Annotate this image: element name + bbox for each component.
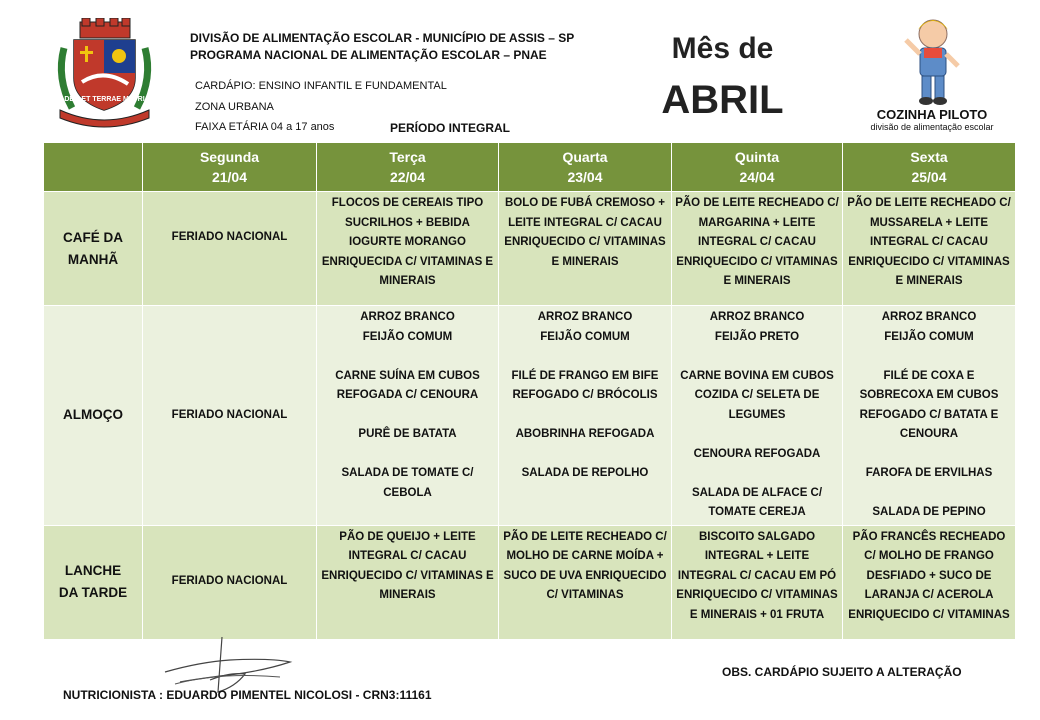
- header-line-2: PROGRAMA NACIONAL DE ALIMENTAÇÃO ESCOLAR – PNAE: [190, 48, 547, 62]
- faixa-etaria-label: FAIXA ETÁRIA 04 a 17 anos: [195, 121, 335, 133]
- meal-name: CAFÉ DA MANHÃ: [44, 192, 143, 306]
- day-date: 25/04: [911, 169, 947, 185]
- header-corner-cell: [44, 143, 143, 192]
- meal-name: ALMOÇO: [44, 306, 143, 526]
- menu-cell: FERIADO NACIONAL: [143, 306, 317, 526]
- day-date: 23/04: [567, 169, 603, 185]
- menu-cell: BOLO DE FUBÁ CREMOSO + LEITE INTEGRAL C/ CACAU ENRIQUECIDO C/ VITAMINAS E MINERAIS: [499, 192, 672, 306]
- zona-label: ZONA URBANA: [195, 101, 274, 113]
- column-header: [317, 143, 499, 192]
- menu-cell: FERIADO NACIONAL: [143, 192, 317, 306]
- day-name: Segunda: [199, 149, 260, 165]
- menu-cell: ARROZ BRANCO FEIJÃO PRETO CARNE BOVINA EM CUBOS COZIDA C/ SELETA DE LEGUMES CENOURA REFOGADA SALADA DE ALFACE C/ TOMATE CEREJA: [672, 306, 843, 526]
- day-name: Quarta: [562, 149, 608, 165]
- column-header: [843, 143, 1016, 192]
- table-row: [44, 192, 1016, 306]
- menu-cell: ARROZ BRANCO FEIJÃO COMUM FILÉ DE FRANGO EM BIFE REFOGADO C/ BRÓCOLIS ABOBRINHA REFOGADA SALADA DE REPOLHO: [499, 306, 672, 526]
- menu-cell: PÃO FRANCÊS RECHEADO C/ MOLHO DE FRANGO DESFIADO + SUCO DE LARANJA C/ ACEROLA ENRIQUECIDO C/ VITAMINAS: [843, 525, 1016, 639]
- logo-subtitle: divisão de alimentação escolar: [870, 122, 994, 132]
- day-name: Terça: [389, 149, 426, 165]
- header-line-1: DIVISÃO DE ALIMENTAÇÃO ESCOLAR - MUNICÍPIO DE ASSIS – SP: [190, 31, 575, 45]
- table-row: [44, 525, 1016, 639]
- column-header: [499, 143, 672, 192]
- cardapio-label: CARDÁPIO: ENSINO INFANTIL E FUNDAMENTAL: [195, 80, 447, 92]
- column-header: [143, 143, 317, 192]
- day-name: Quinta: [734, 149, 780, 165]
- menu-cell: FLOCOS DE CEREAIS TIPO SUCRILHOS + BEBIDA IOGURTE MORANGO ENRIQUECIDA C/ VITAMINAS E MINERAIS: [317, 192, 499, 306]
- table-row: [44, 306, 1016, 526]
- column-header: [672, 143, 843, 192]
- menu-cell: PÃO DE QUEIJO + LEITE INTEGRAL C/ CACAU ENRIQUECIDO C/ VITAMINAS E MINERAIS: [317, 525, 499, 639]
- logo-title: COZINHA PILOTO: [876, 107, 988, 122]
- menu-table: [43, 142, 1016, 640]
- cozinha-piloto-mascot-icon: [898, 14, 968, 106]
- menu-cell: PÃO DE LEITE RECHEADO C/ MARGARINA + LEITE INTEGRAL C/ CACAU ENRIQUECIDO C/ VITAMINAS E MINERAIS: [672, 192, 843, 306]
- menu-cell: BISCOITO SALGADO INTEGRAL + LEITE INTEGRAL C/ CACAU EM PÓ ENRIQUECIDO C/ VITAMINAS E MINERAIS + 01 FRUTA: [672, 525, 843, 639]
- menu-cell: PÃO DE LEITE RECHEADO C/ MUSSARELA + LEITE INTEGRAL C/ CACAU ENRIQUECIDO C/ VITAMINAS E MINERAIS: [843, 192, 1016, 306]
- nutritionist-signature-line: NUTRICIONISTA : EDUARDO PIMENTEL NICOLOSI - CRN3:11161: [63, 688, 432, 702]
- observation-note: OBS. CARDÁPIO SUJEITO A ALTERAÇÃO: [722, 665, 962, 679]
- meal-name: LANCHE DA TARDE: [44, 525, 143, 639]
- menu-cell: PÃO DE LEITE RECHEADO C/ MOLHO DE CARNE MOÍDA + SUCO DE UVA ENRIQUECIDO C/ VITAMINAS: [499, 525, 672, 639]
- crest-motto: DEO ET TERRAE MATRI: [64, 96, 145, 103]
- municipal-crest: [52, 18, 157, 128]
- month-title: ABRIL: [661, 78, 784, 122]
- day-date: 22/04: [389, 169, 426, 185]
- periodo-label: PERÍODO INTEGRAL: [390, 121, 511, 135]
- month-prefix: Mês de: [671, 32, 774, 65]
- menu-cell: FERIADO NACIONAL: [143, 525, 317, 639]
- day-name: Sexta: [910, 149, 948, 165]
- table-header-row: [44, 143, 1016, 192]
- menu-cell: ARROZ BRANCO FEIJÃO COMUM CARNE SUÍNA EM CUBOS REFOGADA C/ CENOURA PURÊ DE BATATA SALADA DE TOMATE C/ CEBOLA: [317, 306, 499, 526]
- menu-cell: ARROZ BRANCO FEIJÃO COMUM FILÉ DE COXA E SOBRECOXA EM CUBOS REFOGADO C/ BATATA E CENOURA FAROFA DE ERVILHAS SALADA DE PEPINO: [843, 306, 1016, 526]
- day-date: 21/04: [211, 169, 248, 185]
- day-date: 24/04: [739, 169, 775, 185]
